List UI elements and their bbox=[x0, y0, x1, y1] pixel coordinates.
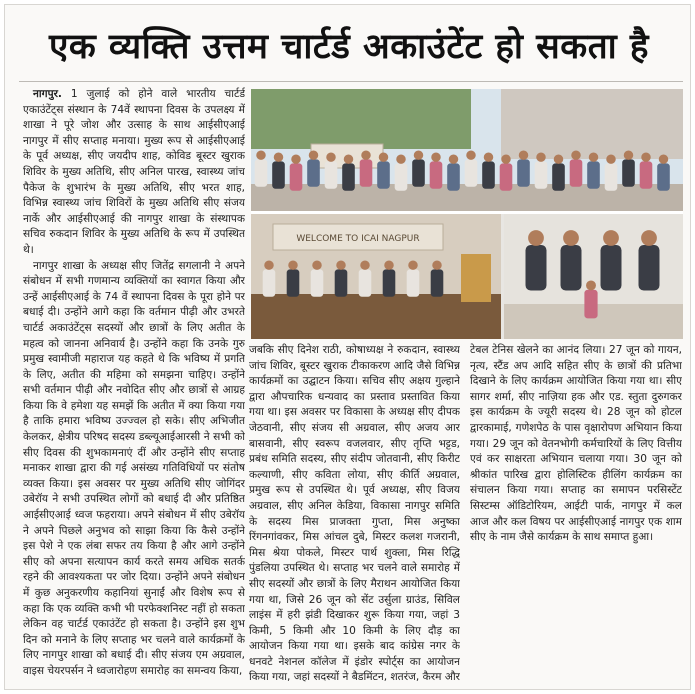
photo-top-person-body bbox=[535, 161, 548, 188]
event-photo-collage bbox=[251, 89, 683, 339]
photo-top-person-head bbox=[641, 152, 650, 161]
photo-top-person-body bbox=[447, 163, 460, 190]
photo-right-person-head bbox=[641, 230, 657, 246]
photo-podium bbox=[461, 254, 491, 302]
photo-right-person-head bbox=[603, 230, 619, 246]
photo-top-person-head bbox=[536, 152, 545, 161]
article-paragraph: नागपुर शाखा के अध्यक्ष सीए जितेंद्र सगलानी ने अपने संबोधन में सभी गणमान्य व्यक्तियों का स्वागत किया और उन्हें आईसीएआई के 74 वें स्थापना दिवस के पूरा होने पर बधाई दी। उन्होंने आगे कहा कि वर्तमान पीढ़ी और उभरते चार्टर्ड अकाउंटेंट्स सदस्यों और छात्रों के लिए अतीत के महत्व को जानना अनिवार्य है। उन्होंने कहा कि उनके गुरु प्रमुख स्वामीजी महाराज यह कहते थे कि भविष्य में प्रगति के लिए, अतीत की महिमा को समझना चाहिए। उन्होंने सभी वर्तमान पीढ़ी और नवोदित सीए और छात्रों से आग्रह किया कि वे हमेशा यह समझें कि अतीत में क्या किया गया है ताकि हमारा भविष्य उज्ज्वल हो सके। सीए अभिजीत केलकर, क्षेत्रीय परिषद सदस्य डब्ल्यूआईआरसी ने सभी को सीए दिवस की शुभकामनाएं दीं और उन्होंने सीए सप्ताह मनाकर शाखा द्वारा की गई असंख्य गतिविधियों पर संतोष व्यक्त किया। इस अवसर पर मुख्य अतिथि सीए जोगिंदर उबेरॉय ने सभी उपस्थित लोगों को बधाई दी और प्रतिष्ठित आईसीएआई ध्वज फहराया। अपने संबोधन में सीए उबेरॉय ने अपने पिछले अनुभव को साझा किया कि कैसे उन्होंने इस पेशे ने एक लंबा सफर तय किया है और आगे उन्होंने सीए को अपना सत्यापन कार्य करते समय अधिक सतर्क रहने की आवश्यकता पर जोर दिया। उन्होंने अपने संबोधन में कुछ अनुकरणीय कहानियां सुनाईं और विशेष रूप से कहा कि एक व्यक्ति कभी भी परफेक्शनिस्ट नहीं हो सकता लेकिन वह चार्टर्ड एकाउंटेंट हो सकता है। उन्होंने इस शुभ दिन को मनाने के लिए सप्ताह भर चलने वाले कार्यक्रमों के लिए नागपुर शाखा को बधाई दी। सीए संजय एम अग्रवाल, वाइस चेयरपर्सन ने ध्वजारोहण समारोह का समन्वय किया, bbox=[23, 259, 245, 677]
photo-top-person-body bbox=[622, 159, 635, 186]
photo-top-person-head bbox=[274, 152, 283, 161]
photo-top-person-head bbox=[501, 154, 510, 163]
photo-top-building bbox=[501, 89, 683, 159]
photo-stage-person-body bbox=[335, 269, 348, 296]
dateline: नागपुर. bbox=[33, 88, 62, 100]
photo-right-person-head bbox=[563, 230, 579, 246]
photo-top-person-body bbox=[325, 161, 338, 188]
photo-stage-person-head bbox=[384, 260, 393, 269]
photo-top-person-body bbox=[500, 163, 513, 190]
photo-banner-text: WELCOME TO ICAI NAGPUR bbox=[296, 234, 420, 244]
photo-top-person-head bbox=[291, 154, 300, 163]
photo-right-person-head bbox=[528, 230, 544, 246]
photo-top-person-body bbox=[657, 163, 670, 190]
photo-stage-person-body bbox=[407, 269, 420, 296]
photo-top-person-body bbox=[342, 163, 355, 190]
photo-top-person-body bbox=[517, 159, 530, 186]
photo-top-person-body bbox=[465, 159, 478, 186]
photo-top-person-head bbox=[554, 154, 563, 163]
photo-stage-person-body bbox=[383, 269, 396, 296]
photo-stage-person-head bbox=[336, 260, 345, 269]
photo-top-person-head bbox=[606, 154, 615, 163]
article-column-1 bbox=[23, 87, 245, 685]
photo-stage-person-head bbox=[312, 260, 321, 269]
photo-top-trees bbox=[251, 89, 471, 149]
photo-stage-person-body bbox=[431, 269, 444, 296]
photo-top-person-body bbox=[290, 163, 303, 190]
photo-top-person-head bbox=[589, 152, 598, 161]
photo-top-person-head bbox=[519, 150, 528, 159]
photo-right-person-body bbox=[601, 245, 622, 291]
photo-top-person-body bbox=[307, 159, 320, 186]
photo-right-person-body bbox=[639, 245, 660, 291]
photo-top-person-body bbox=[412, 159, 425, 186]
photo-top-person-body bbox=[640, 161, 653, 188]
headline-divider bbox=[19, 81, 683, 82]
photo-top-person-body bbox=[255, 159, 268, 186]
photo-top-person-head bbox=[571, 150, 580, 159]
photo-stage-person-body bbox=[311, 269, 324, 296]
photo-top-person-body bbox=[552, 163, 565, 190]
photo-stage-person-head bbox=[288, 260, 297, 269]
photo-top-person-head bbox=[344, 154, 353, 163]
photo-stage-person-body bbox=[359, 269, 372, 296]
photo-top-person-body bbox=[395, 163, 408, 190]
photo-top-person-head bbox=[414, 150, 423, 159]
photo-top-person-head bbox=[466, 150, 475, 159]
newspaper-clipping bbox=[4, 4, 691, 690]
photo-seated-person-body bbox=[584, 290, 597, 319]
photo-top-person-body bbox=[482, 161, 495, 188]
photo-top-person-head bbox=[256, 150, 265, 159]
photo-top-person-head bbox=[659, 154, 668, 163]
photo-seated-person-head bbox=[586, 280, 596, 290]
photo-stage-person-head bbox=[264, 260, 273, 269]
photo-stage-person-head bbox=[432, 260, 441, 269]
photo-top-person-body bbox=[570, 159, 583, 186]
photo-stage-person-head bbox=[408, 260, 417, 269]
photo-top-person-head bbox=[431, 152, 440, 161]
photo-stage-person-body bbox=[263, 269, 276, 296]
photo-top-person-head bbox=[309, 150, 318, 159]
article-paragraph: टेबल टेनिस खेलने का आनंद लिया। 27 जून को गायन, नृत्य, स्टैंड अप आदि सहित सीए के छात्रों की प्रतिभा दिखाने के लिए कार्यक्रम आयोजित किया गया था। सीए सागर शर्मा, सीए नाज़िया हक और एड. स्तुता दुरुगकर इस कार्यक्रम के ज्यूरी सदस्य थे। 28 जून को होटल द्वारकामाई, गणेशपेठ के पास वृक्षारोपण अभियान किया गया। 29 जून को वेतनभोगी कर्मचारियों के लिए वित्तीय एवं कर साक्षरता अभियान चलाया गया। 30 जून को श्रीकांत पारिख द्वारा होलिस्टिक हीलिंग कार्यक्रम का संचालन किया गया। सप्ताह का समापन परसिस्टेंट सिस्टम्स ऑडिटोरियम, आईटी पार्क, नागपुर में कल आज और कल विषय पर आईसीएआई नागपुर एक शाम सीए के नाम जैसे कार्यक्रम के साथ समाप्त हुआ। bbox=[470, 344, 682, 544]
article-column-3 bbox=[470, 343, 682, 685]
photo-top-person-head bbox=[449, 154, 458, 163]
article-paragraph: जबकि सीए दिनेश राठी, कोषाध्यक्ष ने रुकदान, स्वास्थ्य जांच शिविर, बूस्टर खुराक टीकाकरण आदि जैसे विभिन्न कार्यक्रमों का उद्घाटन किया। सचिव सीए अक्षय गुल्हाने द्वारा औपचारिक धन्यवाद का प्रस्ताव प्रस्तावित किया गया था। इस अवसर पर विकासा के अध्यक्ष सीए दीपक जेठवानी, सीए संजय सी अग्रवाल, सीए अजय आर बासवानी, सीए स्वरूप वजलवार, सीए तृप्ति भट्टड, प्रबंध समिति सदस्य, सीए संदीप जोतवानी, सीए किरीट कल्याणी, सीए कविता लोया, सीए कीर्ति अग्रवाल, प्रमुख रूप से उपस्थित थे। पूर्व अध्यक्ष, सीए विजय अग्रवाल, सीए अनिल केडिया, विकासा नागपुर समिति के सदस्य मिस प्राजक्ता गुप्ता, मिस अनुष्का रिंगनगांवकर, मिस आंचल दुबे, मिस्टर कलश गजरानी, मिस श्रेया पोकले, मिस्टर पार्थ शुक्ला, मिस रिद्धि पुंडलिया उपस्थित थे। सप्ताह भर चलने वाले समारोह में सीए सदस्यों और छात्रों के लिए मैराथन आयोजित किया गया था, जिसे 26 जून को सेंट उर्सुला ग्राउंड, सिविल लाइंस में हरी झंडी दिखाकर शुरू किया गया, जहां 3 किमी, 5 किमी और 10 किमी के लिए दौड़ का आयोजन किया गया था। इसके बाद कांग्रेस नगर के धनवटे नेशनल कॉलेज में इंडोर स्पोर्ट्स का आयोजन किया गया, जहां सदस्यों ने बैडमिंटन, शतरंज, कैरम और bbox=[249, 344, 460, 684]
photo-right-person-body bbox=[526, 245, 547, 291]
photo-top-person-head bbox=[396, 154, 405, 163]
article-column-2 bbox=[249, 343, 460, 685]
photo-stage-person-body bbox=[287, 269, 300, 296]
article-paragraph: नागपुर. 1 जुलाई को होने वाले भारतीय चार्टर्ड एकाउंटेंट्स संस्थान के 74वें स्थापना दिवस के उपलक्ष्य में शाखा ने पूरे जोश और उत्साह के साथ आईसीएआई नागपुर में सीए सप्ताह मनाया। मुख्य रूप से आईसीएआई के पूर्व अध्यक्ष, सीए जयदीप शाह, कोविड बूस्टर खुराक शिविर के मुख्य अतिथि, सीए अनिल पारख, स्वास्थ्य जांच पैकेज के शुभारंभ के मुख्य अतिथि, सीए भरत शाह, विभिन्न स्वास्थ्य जांच शिविरों के मुख्य अतिथि सीए संजय नार्के और आईसीएआई की नागपुर शाखा के संस्थापक सचिव रुकदान शिविर के मुख्य अतिथि के रूप में उपस्थित थे। bbox=[23, 88, 245, 256]
photo-top-ground bbox=[251, 184, 683, 211]
photo-right-person-body bbox=[561, 245, 582, 291]
photo-top-person-body bbox=[430, 161, 443, 188]
photo-top-person-body bbox=[377, 161, 390, 188]
photo-top-person-head bbox=[326, 152, 335, 161]
photo-top-person-head bbox=[379, 152, 388, 161]
headline: एक व्यक्ति उत्तम चार्टर्ड अकाउंटेंट हो सकता है bbox=[49, 27, 649, 67]
photo-top-person-body bbox=[605, 163, 618, 190]
photo-stage-person-head bbox=[360, 260, 369, 269]
photo-top-person-body bbox=[587, 161, 600, 188]
photo-top-person-body bbox=[360, 159, 373, 186]
photo-top-person-head bbox=[484, 152, 493, 161]
photo-top-person-body bbox=[272, 161, 285, 188]
photo-top-person-head bbox=[361, 150, 370, 159]
photo-top-person-head bbox=[624, 150, 633, 159]
photo-divider bbox=[251, 211, 683, 214]
